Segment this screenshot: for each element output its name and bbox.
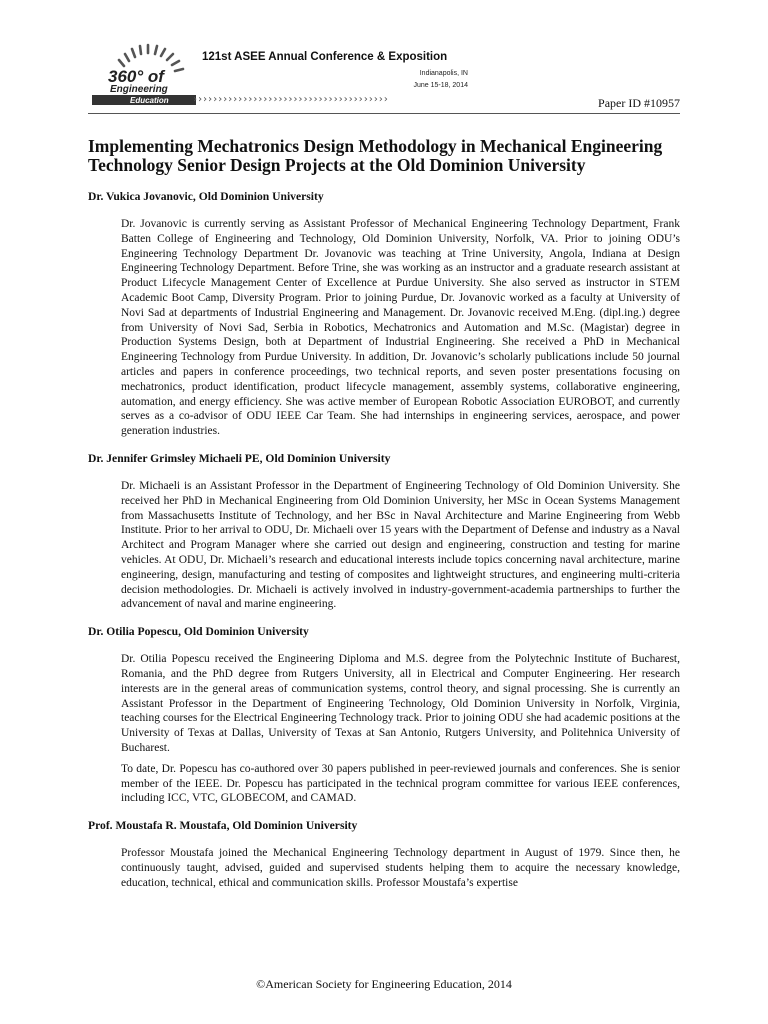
- author-name: Dr. Vukica Jovanovic, Old Dominion University: [88, 190, 324, 203]
- author-name: Prof. Moustafa R. Moustafa, Old Dominion University: [88, 819, 358, 833]
- conference-dates: June 15-18, 2014: [413, 82, 468, 89]
- asee-360-logo: [88, 36, 198, 108]
- logo-engineering: Engineering: [110, 84, 168, 95]
- paper-title: Implementing Mechatronics Design Methodology in Mechanical Engineering Technology Senior Design Projects at the Old Dominion University: [88, 136, 663, 175]
- bio-paragraph: Dr. Jovanovic is currently serving as Assistant Professor of Mechanical Engineering Technology Department, Frank Batten College of Engineering and Technology, Old Dominion University, Norfolk, VA. Prior to joining ODU’s Engineering Technology Department Dr. Jovanovic was teaching at Trine University, Angola, Indiana at Design Engineering Technology Department. Before Trine, she was working as an instructor and a graduate research assistant at Product Lifecycle Management Center of Excellence at Purdue University. She also served as instructor in STEM Academic Boot Camp, Diversity Program. Prior to joining Purdue, Dr. Jovanovic worked as a faculty at University of Novi Sad at departments of Industrial Engineering and Management. Dr. Jovanovic received M.Eng. (dipl.ing.) degree from University of Novi Sad, Serbia in Robotics, Mechatronics and Automation and M.Sc. (Magistar) degree in Production Systems Design, both at Department of Industrial Engineering. She received a PhD in Mechanical Engineering Technology from Purdue University. In addition, Dr. Jovanovic’s scholarly publications include 50 journal articles and papers in conference proceedings, two technical reports, and seven poster presentations focusing on mechatronics, product identification, product lifecycle management, assembly systems, collaborative engineering, automation, and energy efficiency. She was active member of European Robotic Association EUROBOT, and currently serves as a co-advisor of ODU IEEE Car Team. She had internships in engineering services, aerospace, and power generation industries.: [121, 218, 680, 438]
- header-divider: [88, 113, 680, 114]
- author-bio: [121, 652, 680, 806]
- logo-360: 360° of: [108, 67, 164, 86]
- logo-education: Education: [130, 96, 169, 105]
- author-block: [88, 625, 680, 806]
- bio-paragraph: To date, Dr. Popescu has co-authored over 30 papers published in peer-reviewed journals and conferences. She is senior member of the IEEE. Dr. Popescu has participated in the technical program committee for various IEEE conferences, including ICC, VTC, GLOBECOM, and CAMAD.: [121, 762, 680, 805]
- bio-paragraph: Professor Moustafa joined the Mechanical Engineering Technology department in August of 1979. Since then, he continuously taught, advised, guided and supervised students helping them to acquire the necessary knowledge, education, technical, ethical and communication skills. Professor Moustafa’s expertise: [121, 847, 680, 889]
- author-name: Dr. Otilia Popescu, Old Dominion University: [88, 625, 309, 639]
- author-block: [88, 819, 680, 890]
- author-name: Dr. Jennifer Grimsley Michaeli PE, Old Dominion University: [88, 451, 391, 465]
- author-bio: [121, 217, 680, 439]
- author-bios: [88, 190, 680, 890]
- bio-paragraph: Dr. Michaeli is an Assistant Professor in the Department of Engineering Technology of Old Dominion University. She received her PhD in Mechanical Engineering from Old Dominion University, her MSc in Ocean Systems Management from Massachusetts Institute of Technology, and her BSc in Naval Architecture and Marine Engineering from Webb Institute. Prior to her arrival to ODU, Dr. Michaeli over 15 years with the Department of Defense and industry as a Naval Architect and Program Manager where she carried out design and engineering, construction and testing for marine vehicles. At ODU, Dr. Michaeli’s research and educational interests include topics concerning naval architecture, marine engineering, design, manufacturing and testing of composites and lightweight structures, and engineering multi-criteria decision methodologies. Dr. Michaeli is actively involved in industry-government-academia partnerships to further the advancement of naval and marine engineering.: [121, 479, 680, 611]
- author-block: [88, 452, 680, 612]
- conference-title: 121st ASEE Annual Conference & Exposition: [202, 51, 448, 63]
- bio-paragraph: Dr. Otilia Popescu received the Engineering Diploma and M.S. degree from the Polytechnic Institute of Bucharest, Romania, and the PhD degree from Rutgers University, all in Electrical and Computer Engineering. Her research interests are in the general areas of communication systems, control theory, and signal processing. She is currently an Assistant Professor in the Department of Engineering Technology, Old Dominion University in Norfolk, Virginia, teaching courses for the Electrical Engineering Technology track. Prior to joining ODU she had academic positions at the University of Texas at Dallas, University of Texas at San Antonio, Rutgers University, and Politehnica University of Bucharest.: [121, 653, 680, 754]
- conference-city: Indianapolis, IN: [419, 70, 468, 77]
- chevron-band-icon: ›››››››››››››››››››››››››››››››››››››››: [192, 94, 388, 105]
- author-bio: [121, 846, 680, 890]
- copyright-footer: ©American Society for Engineering Education, 2014: [256, 977, 512, 991]
- author-block: [88, 190, 680, 439]
- paper-id: Paper ID #10957: [598, 96, 680, 110]
- author-bio: [121, 479, 680, 612]
